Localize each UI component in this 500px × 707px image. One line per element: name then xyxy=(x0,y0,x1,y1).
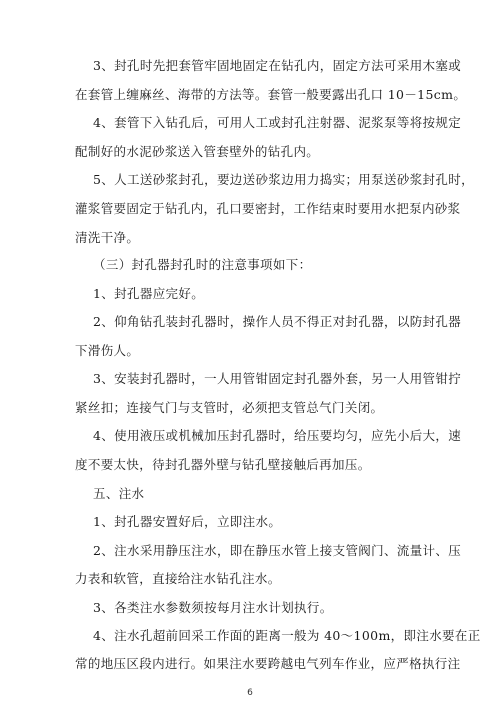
text-line: 3、各类注水参数须按每月注水计划执行。 xyxy=(93,600,333,615)
paragraph-line xyxy=(75,166,474,194)
text-line: 下滑伤人。 xyxy=(75,343,140,358)
text-line: （三）封孔器封孔时的注意事项如下： xyxy=(93,257,312,272)
text-line: 2、仰角钻孔装封孔器时，操作人员不得正对封孔器，以防封孔器 xyxy=(93,314,462,329)
paragraph-line xyxy=(75,224,431,252)
paragraph-line xyxy=(75,394,431,422)
paragraph-line xyxy=(75,308,462,336)
text-line: 灌浆管要固定于钻孔内，孔口要密封，工作结束时要用水把泵内砂浆 xyxy=(75,201,461,216)
text-line: 3、安装封孔器时，一人用管钳固定封孔器外套，另一人用管钳拧 xyxy=(93,371,462,386)
text-line: 紧丝扣；连接气门与支管时，必须把支管总气门关闭。 xyxy=(75,400,384,415)
text-line: 4、使用液压或机械加压封孔器时，给压要均匀，应先小后大，速 xyxy=(93,428,462,443)
paragraph-line xyxy=(75,109,462,137)
paragraph-line xyxy=(75,138,431,166)
paragraph-line xyxy=(75,365,462,393)
paragraph-line xyxy=(75,451,431,479)
text-line: 配制好的水泥砂浆送入管套壁外的钻孔内。 xyxy=(75,144,320,159)
text-line: 4、注水孔超前回采工作面的距离一般为 40～100m，即注水要在正 xyxy=(93,628,481,643)
paragraph-line xyxy=(75,622,481,650)
paragraph-line xyxy=(75,280,431,308)
paragraph-line xyxy=(75,650,461,678)
text-line: 5、人工送砂浆封孔，要边送砂浆边用力捣实；用泵送砂浆封孔时， xyxy=(93,172,474,187)
text-line: 力表和软管，直接给注水钻孔注水。 xyxy=(75,571,281,586)
text-line: 1、封孔器应完好。 xyxy=(93,286,205,301)
page-number: 6 xyxy=(247,688,253,698)
paragraph-line xyxy=(75,508,431,536)
text-line: 2、注水采用静压注水，即在静压水管上接支管阀门、流量计、压 xyxy=(93,543,462,558)
paragraph-line xyxy=(75,251,431,279)
paragraph-line xyxy=(75,52,462,80)
text-line: 3、封孔时先把套管牢固地固定在钻孔内，固定方法可采用木塞或 xyxy=(93,58,462,73)
paragraph-line xyxy=(75,594,431,622)
text-line: 度不要太快，待封孔器外壁与钻孔壁接触后再加压。 xyxy=(75,457,371,472)
paragraph-line xyxy=(75,537,462,565)
text-line: 常的地压区段内进行。如果注水要跨越电气列车作业，应严格执行注 xyxy=(75,656,461,671)
paragraph-line xyxy=(75,480,431,508)
text-line: 清洗干净。 xyxy=(75,230,140,245)
text-line: 1、封孔器安置好后，立即注水。 xyxy=(93,514,282,529)
paragraph-line xyxy=(75,195,461,223)
paragraph-line xyxy=(75,81,467,109)
text-line: 五、注水 xyxy=(93,486,145,501)
text-line: 在套管上缠麻丝、海带的方法等。套管一般要露出孔口 10－15cm。 xyxy=(75,87,467,102)
text-line: 4、套管下入钻孔后，可用人工或封孔注射器、泥浆泵等将按规定 xyxy=(93,115,462,130)
paragraph-line xyxy=(75,337,431,365)
paragraph-line xyxy=(75,565,431,593)
paragraph-line xyxy=(75,422,462,450)
